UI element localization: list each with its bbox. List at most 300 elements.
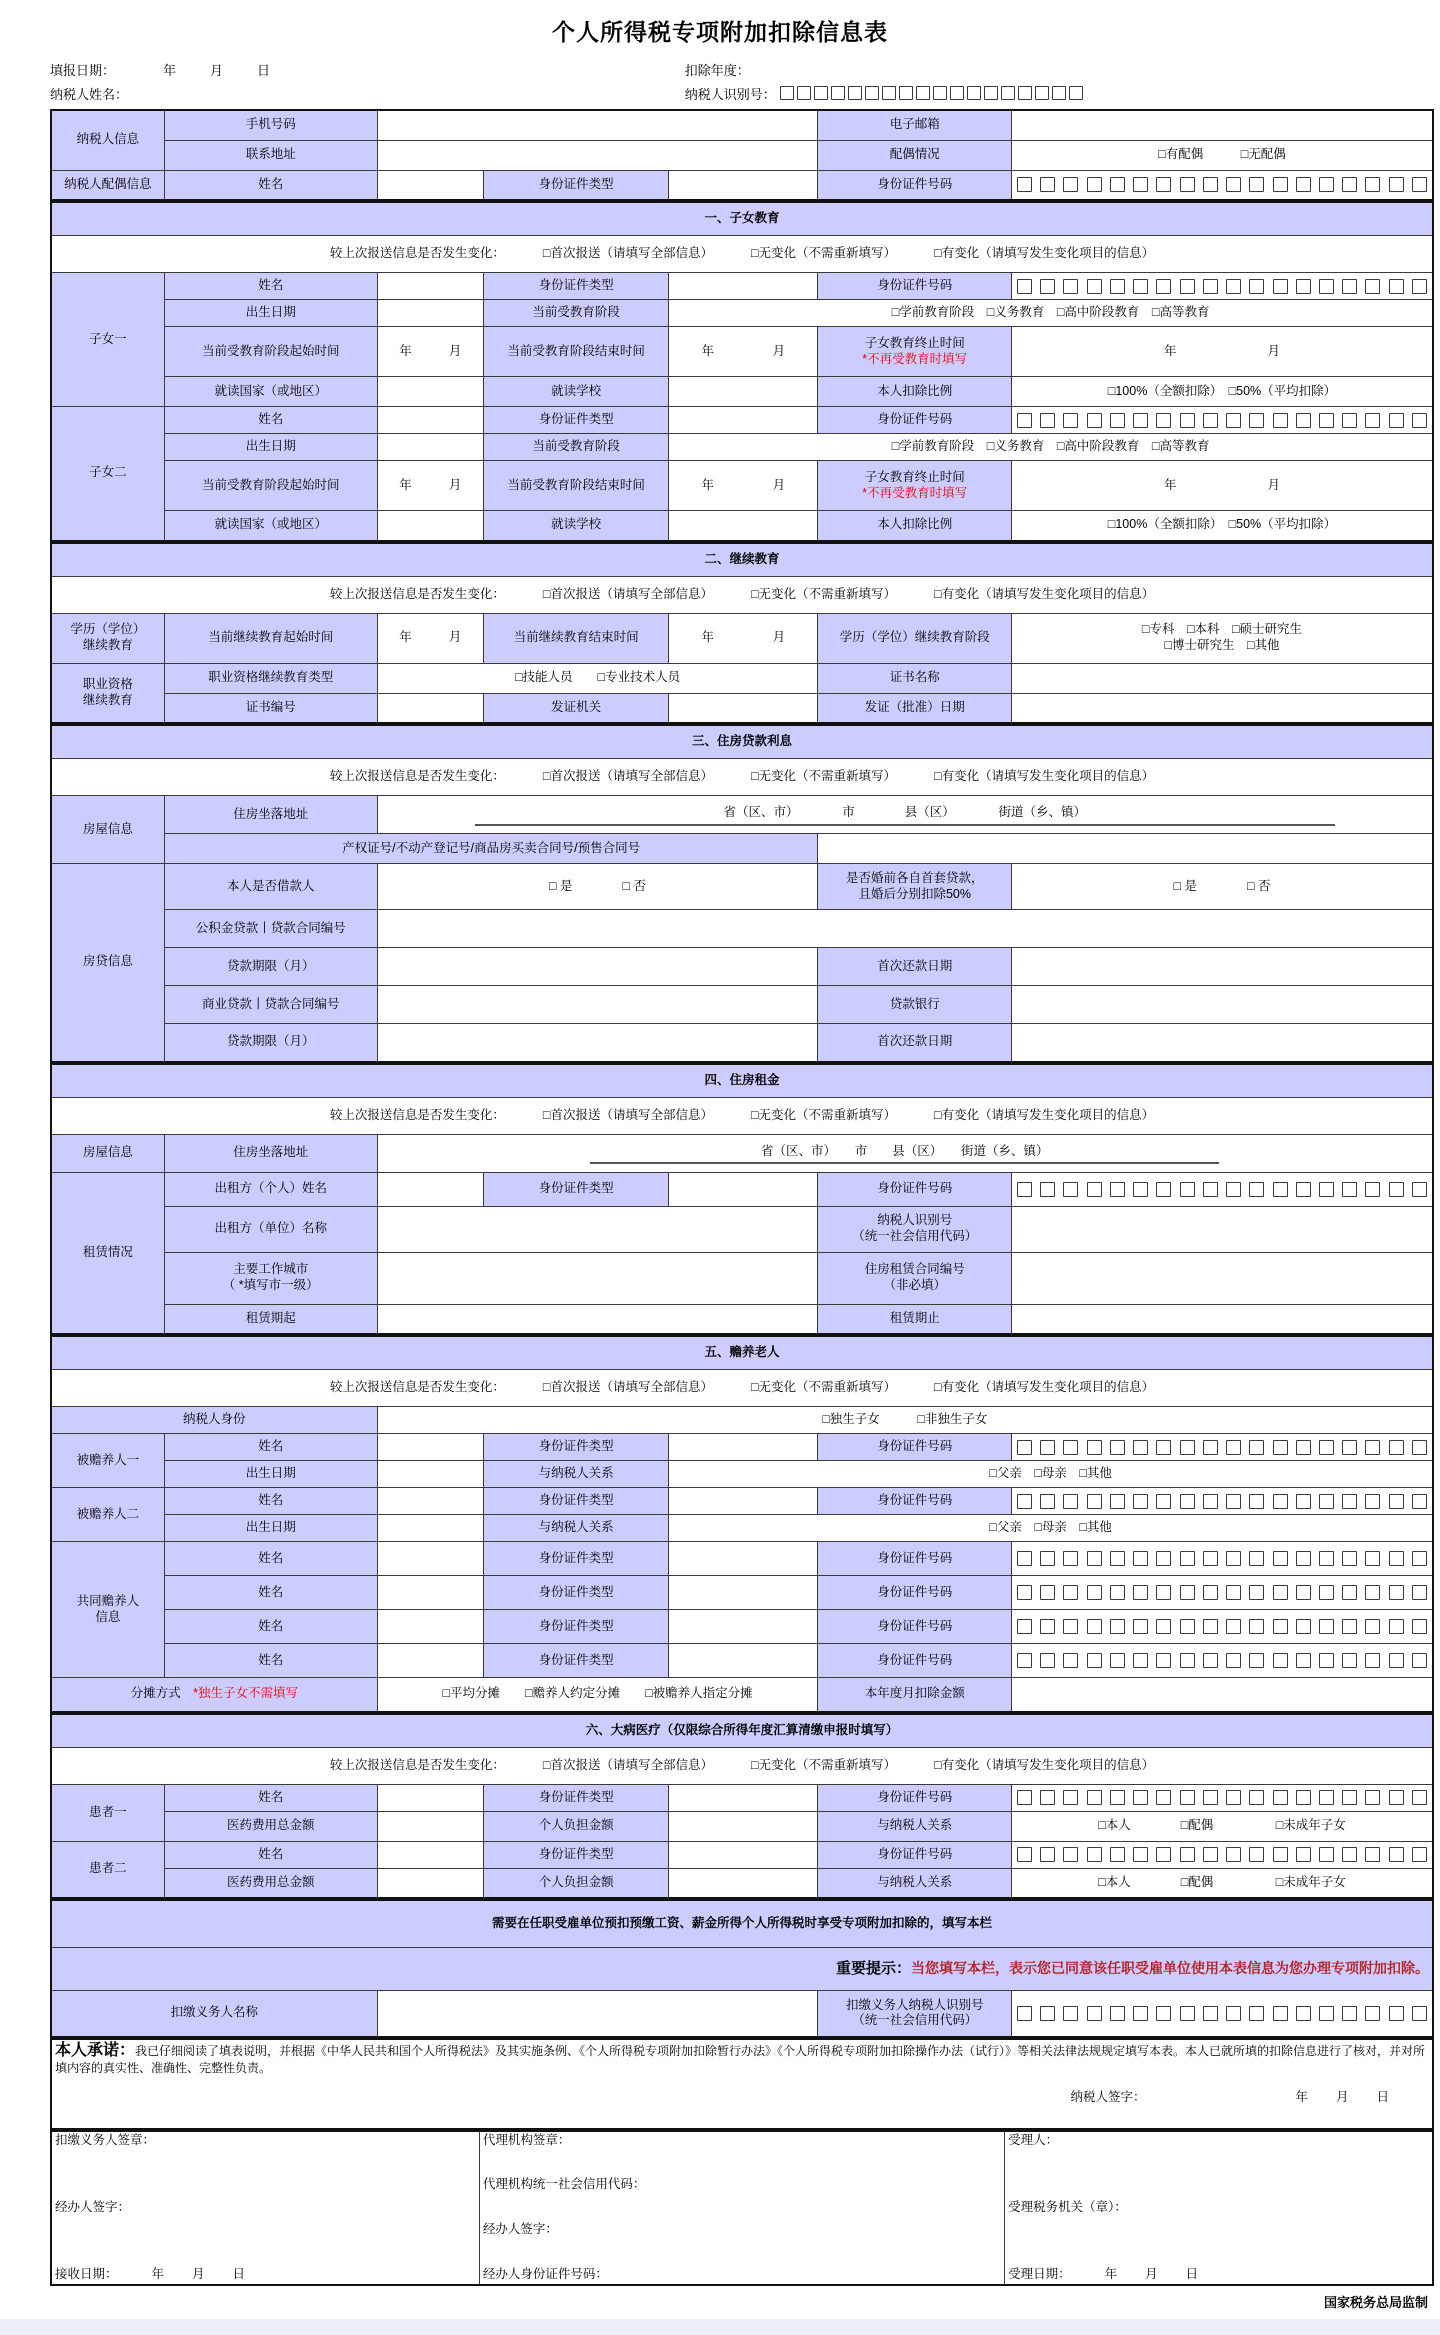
id-digit-box[interactable] (1040, 177, 1055, 192)
spouse-status-checkboxes[interactable]: □有配偶 □无配偶 (1011, 140, 1433, 170)
is-borrower-checkboxes[interactable]: □ 是 □ 否 (377, 864, 818, 910)
change-some-checkbox[interactable]: □有变化（请填写发生变化项目的信息） (934, 1380, 1155, 1395)
id-digit-box[interactable] (1319, 177, 1334, 192)
id-digit-box[interactable] (1110, 1653, 1125, 1668)
id-digit-box[interactable] (1296, 1653, 1311, 1668)
child2-birth-input[interactable] (377, 434, 483, 461)
id-digit-box[interactable] (1063, 1847, 1078, 1862)
id-digit-box[interactable] (1063, 1440, 1078, 1455)
dependent2-birth-input[interactable] (377, 1515, 483, 1542)
id-digit-box[interactable] (1087, 279, 1102, 294)
share-method-checkboxes[interactable]: □平均分摊 □赡养人约定分摊 □被赡养人指定分摊 (377, 1678, 818, 1712)
id-digit-box[interactable] (1226, 1440, 1241, 1455)
taxpayer-sign-line[interactable]: 纳税人签字： 年 月 日 (1070, 2090, 1389, 2105)
lessor-person-input[interactable] (377, 1172, 483, 1206)
co-supporter1-name-input[interactable] (377, 1542, 483, 1576)
id-digit-box[interactable] (1273, 1440, 1288, 1455)
id-digit-box[interactable] (1226, 1790, 1241, 1805)
patient1-name-input[interactable] (377, 1784, 483, 1811)
dependent2-relation-checkboxes[interactable]: □父亲 □母亲 □其他 (669, 1515, 1433, 1542)
dependent1-relation-checkboxes[interactable]: □父亲 □母亲 □其他 (669, 1461, 1433, 1488)
id-digit-box[interactable] (1273, 1653, 1288, 1668)
id-digit-box[interactable] (1342, 1551, 1357, 1566)
id-digit-box[interactable] (1180, 413, 1195, 428)
id-digit-box[interactable] (1180, 1847, 1195, 1862)
id-digit-box[interactable] (1389, 1182, 1404, 1197)
change-none-checkbox[interactable]: □无变化（不需重新填写） (750, 769, 897, 784)
child2-start-input[interactable]: 年 月 (399, 477, 462, 492)
change-first-checkbox[interactable]: □首次报送（请填写全部信息） (542, 586, 713, 601)
id-digit-box[interactable] (1156, 1653, 1171, 1668)
id-digit-box[interactable] (1087, 1619, 1102, 1634)
id-digit-box[interactable] (1389, 1551, 1404, 1566)
id-digit-box[interactable] (1412, 1619, 1427, 1634)
id-digit-box[interactable] (1203, 1494, 1218, 1509)
id-digit-box[interactable] (1365, 1653, 1380, 1668)
id-digit-box[interactable] (1226, 2006, 1241, 2021)
change-some-checkbox[interactable]: □有变化（请填写发生变化项目的信息） (934, 246, 1155, 261)
id-digit-box[interactable] (1063, 413, 1078, 428)
id-digit-box[interactable] (1156, 1440, 1171, 1455)
id-digit-box[interactable] (1226, 1585, 1241, 1600)
spouse-id-type-input[interactable] (669, 170, 818, 200)
id-digit-box[interactable] (1365, 1585, 1380, 1600)
id-digit-box[interactable] (1063, 279, 1078, 294)
id-digit-box[interactable] (1203, 413, 1218, 428)
fund-loan-input[interactable] (377, 910, 1433, 948)
id-digit-box[interactable] (797, 86, 811, 100)
id-digit-box[interactable] (916, 86, 930, 100)
change-none-checkbox[interactable]: □无变化（不需重新填写） (750, 586, 897, 601)
change-some-checkbox[interactable]: □有变化（请填写发生变化项目的信息） (934, 1107, 1155, 1122)
id-digit-box[interactable] (1133, 1619, 1148, 1634)
id-digit-box[interactable] (1296, 413, 1311, 428)
id-digit-box[interactable] (1156, 1182, 1171, 1197)
co-supporter4-name-input[interactable] (377, 1644, 483, 1678)
cert-issue-date-input[interactable] (1011, 693, 1433, 723)
child2-school-input[interactable] (669, 511, 818, 541)
child2-ratio-checkboxes[interactable]: □100%（全额扣除） □50%（平均扣除） (1011, 511, 1433, 541)
rent-address-input[interactable]: 省（区、市） 市 县（区） 街道（乡、镇） (377, 1134, 1433, 1172)
id-digit-box[interactable] (1180, 279, 1195, 294)
id-digit-box[interactable] (899, 86, 913, 100)
id-digit-box[interactable] (1412, 1182, 1427, 1197)
id-digit-box[interactable] (1040, 2006, 1055, 2021)
id-digit-box[interactable] (1133, 413, 1148, 428)
id-digit-box[interactable] (1040, 1551, 1055, 1566)
id-digit-box[interactable] (1249, 1494, 1264, 1509)
id-digit-box[interactable] (1412, 279, 1427, 294)
child2-name-input[interactable] (377, 407, 483, 434)
id-digit-box[interactable] (1040, 413, 1055, 428)
child2-end-input[interactable]: 年 月 (701, 477, 786, 492)
id-digit-box[interactable] (1110, 1182, 1125, 1197)
id-digit-box[interactable] (1203, 1847, 1218, 1862)
id-digit-box[interactable] (1273, 1847, 1288, 1862)
lessor-id-boxes[interactable] (1015, 1182, 1429, 1197)
id-digit-box[interactable] (1156, 1551, 1171, 1566)
id-digit-box[interactable] (1180, 1653, 1195, 1668)
id-digit-box[interactable] (1319, 413, 1334, 428)
id-digit-box[interactable] (950, 86, 964, 100)
co-supporter2-name-input[interactable] (377, 1576, 483, 1610)
patient1-total-input[interactable] (377, 1811, 483, 1841)
id-digit-box[interactable] (1180, 1551, 1195, 1566)
patient1-id-boxes[interactable] (1015, 1790, 1429, 1805)
id-digit-box[interactable] (1273, 1790, 1288, 1805)
id-digit-box[interactable] (1389, 279, 1404, 294)
commercial-first-repay-input[interactable] (1011, 1024, 1433, 1062)
id-digit-box[interactable] (1226, 1619, 1241, 1634)
id-digit-box[interactable] (1342, 1494, 1357, 1509)
id-digit-box[interactable] (1040, 1619, 1055, 1634)
patient2-id-boxes[interactable] (1015, 1847, 1429, 1862)
change-first-checkbox[interactable]: □首次报送（请填写全部信息） (542, 1757, 713, 1772)
vocational-type-checkboxes[interactable]: □技能人员 □专业技术人员 (377, 663, 818, 693)
id-digit-box[interactable] (1087, 177, 1102, 192)
id-digit-box[interactable] (1249, 1790, 1264, 1805)
premarital-loan-checkboxes[interactable]: □ 是 □ 否 (1011, 864, 1433, 910)
id-digit-box[interactable] (1365, 177, 1380, 192)
change-some-checkbox[interactable]: □有变化（请填写发生变化项目的信息） (934, 586, 1155, 601)
id-digit-box[interactable] (1296, 1790, 1311, 1805)
id-digit-box[interactable] (1273, 177, 1288, 192)
id-digit-box[interactable] (1249, 1551, 1264, 1566)
cont-edu-start-input[interactable]: 年 月 (399, 630, 462, 645)
monthly-deduction-input[interactable] (1011, 1678, 1433, 1712)
child1-id-type-input[interactable] (669, 273, 818, 300)
id-digit-box[interactable] (984, 86, 998, 100)
id-digit-box[interactable] (1133, 1551, 1148, 1566)
lease-end-input[interactable] (1011, 1304, 1433, 1334)
change-some-checkbox[interactable]: □有变化（请填写发生变化项目的信息） (934, 769, 1155, 784)
id-digit-box[interactable] (865, 86, 879, 100)
id-digit-box[interactable] (1389, 1494, 1404, 1509)
id-digit-box[interactable] (1040, 1182, 1055, 1197)
id-digit-box[interactable] (1365, 279, 1380, 294)
id-digit-box[interactable] (1017, 413, 1032, 428)
agent-id-boxes[interactable] (1015, 2006, 1429, 2021)
lessor-org-id-input[interactable] (1011, 1206, 1433, 1252)
id-digit-box[interactable] (1342, 1847, 1357, 1862)
id-digit-box[interactable] (1203, 1585, 1218, 1600)
id-digit-box[interactable] (1296, 1619, 1311, 1634)
id-digit-box[interactable] (1342, 1790, 1357, 1805)
id-digit-box[interactable] (1087, 1847, 1102, 1862)
cont-edu-end-input[interactable]: 年 月 (701, 630, 786, 645)
acceptor-cell[interactable] (1005, 2131, 1433, 2285)
id-digit-box[interactable] (1040, 1494, 1055, 1509)
id-digit-box[interactable] (1319, 2006, 1334, 2021)
patient2-name-input[interactable] (377, 1841, 483, 1868)
spouse-name-input[interactable] (377, 170, 483, 200)
child1-ratio-checkboxes[interactable]: □100%（全额扣除） □50%（平均扣除） (1011, 377, 1433, 407)
id-digit-box[interactable] (1342, 1182, 1357, 1197)
dependent1-id-boxes[interactable] (1015, 1440, 1429, 1455)
id-digit-box[interactable] (1226, 177, 1241, 192)
id-digit-box[interactable] (814, 86, 828, 100)
lessor-id-type-input[interactable] (669, 1172, 818, 1206)
taxpayer-id-boxes[interactable] (780, 86, 1083, 100)
id-digit-box[interactable] (1040, 1790, 1055, 1805)
id-digit-box[interactable] (1203, 1790, 1218, 1805)
id-digit-box[interactable] (1110, 1847, 1125, 1862)
id-digit-box[interactable] (1017, 279, 1032, 294)
patient1-selfpay-input[interactable] (669, 1811, 818, 1841)
agent-name-input[interactable] (377, 1991, 818, 2037)
id-digit-box[interactable] (1249, 1440, 1264, 1455)
id-digit-box[interactable] (967, 86, 981, 100)
id-digit-box[interactable] (1156, 1585, 1171, 1600)
id-digit-box[interactable] (1133, 1182, 1148, 1197)
id-digit-box[interactable] (1156, 2006, 1171, 2021)
id-digit-box[interactable] (1319, 1619, 1334, 1634)
id-digit-box[interactable] (1203, 2006, 1218, 2021)
change-none-checkbox[interactable]: □无变化（不需重新填写） (750, 1757, 897, 1772)
id-digit-box[interactable] (1389, 2006, 1404, 2021)
id-digit-box[interactable] (1087, 1653, 1102, 1668)
id-digit-box[interactable] (1296, 1585, 1311, 1600)
id-digit-box[interactable] (1087, 1182, 1102, 1197)
fund-first-repay-input[interactable] (1011, 948, 1433, 986)
child2-stop-input[interactable]: 年 月 (1163, 477, 1280, 492)
id-digit-box[interactable] (1319, 1551, 1334, 1566)
id-digit-box[interactable] (1063, 1619, 1078, 1634)
id-digit-box[interactable] (1133, 1440, 1148, 1455)
id-digit-box[interactable] (1017, 1619, 1032, 1634)
patient2-relation-checkboxes[interactable]: □本人 □配偶 □未成年子女 (1011, 1868, 1433, 1898)
id-digit-box[interactable] (1110, 1790, 1125, 1805)
id-digit-box[interactable] (1203, 1182, 1218, 1197)
id-digit-box[interactable] (1156, 279, 1171, 294)
id-digit-box[interactable] (1365, 1494, 1380, 1509)
id-digit-box[interactable] (1110, 1494, 1125, 1509)
id-digit-box[interactable] (1087, 1585, 1102, 1600)
co-supporter2-id-boxes[interactable] (1015, 1585, 1429, 1600)
change-first-checkbox[interactable]: □首次报送（请填写全部信息） (542, 769, 713, 784)
id-digit-box[interactable] (1249, 1585, 1264, 1600)
work-city-input[interactable] (377, 1252, 818, 1304)
id-digit-box[interactable] (1412, 1551, 1427, 1566)
id-digit-box[interactable] (1203, 1653, 1218, 1668)
id-digit-box[interactable] (1133, 279, 1148, 294)
id-digit-box[interactable] (1087, 2006, 1102, 2021)
id-digit-box[interactable] (1087, 1790, 1102, 1805)
lessor-org-input[interactable] (377, 1206, 818, 1252)
id-digit-box[interactable] (1319, 1585, 1334, 1600)
id-digit-box[interactable] (1249, 1182, 1264, 1197)
id-digit-box[interactable] (1087, 1494, 1102, 1509)
id-digit-box[interactable] (831, 86, 845, 100)
dependent1-birth-input[interactable] (377, 1461, 483, 1488)
id-digit-box[interactable] (1296, 1494, 1311, 1509)
id-digit-box[interactable] (933, 86, 947, 100)
id-digit-box[interactable] (1156, 1847, 1171, 1862)
id-digit-box[interactable] (1063, 1551, 1078, 1566)
id-digit-box[interactable] (1180, 1494, 1195, 1509)
id-digit-box[interactable] (1133, 1494, 1148, 1509)
id-digit-box[interactable] (1296, 1847, 1311, 1862)
id-digit-box[interactable] (1110, 177, 1125, 192)
co-supporter1-id-boxes[interactable] (1015, 1551, 1429, 1566)
taxpayer-identity-checkboxes[interactable]: □独生子女 □非独生子女 (377, 1407, 1433, 1434)
id-digit-box[interactable] (1087, 413, 1102, 428)
id-digit-box[interactable] (1273, 2006, 1288, 2021)
id-digit-box[interactable] (1017, 1551, 1032, 1566)
co-supporter1-id-type-input[interactable] (669, 1542, 818, 1576)
child1-name-input[interactable] (377, 273, 483, 300)
id-digit-box[interactable] (1226, 1182, 1241, 1197)
id-digit-box[interactable] (1226, 1551, 1241, 1566)
id-digit-box[interactable] (1319, 279, 1334, 294)
id-digit-box[interactable] (1319, 1182, 1334, 1197)
id-digit-box[interactable] (1226, 1847, 1241, 1862)
id-digit-box[interactable] (1180, 1182, 1195, 1197)
patient1-relation-checkboxes[interactable]: □本人 □配偶 □未成年子女 (1011, 1811, 1433, 1841)
id-digit-box[interactable] (1203, 177, 1218, 192)
id-digit-box[interactable] (1156, 1494, 1171, 1509)
patient2-total-input[interactable] (377, 1868, 483, 1898)
id-digit-box[interactable] (1133, 177, 1148, 192)
id-digit-box[interactable] (1412, 1440, 1427, 1455)
address-input[interactable] (377, 140, 818, 170)
child1-stop-input[interactable]: 年 月 (1163, 343, 1280, 358)
change-first-checkbox[interactable]: □首次报送（请填写全部信息） (542, 1107, 713, 1122)
id-digit-box[interactable] (1133, 1790, 1148, 1805)
child2-id-type-input[interactable] (669, 407, 818, 434)
id-digit-box[interactable] (1249, 1619, 1264, 1634)
id-digit-box[interactable] (1273, 1619, 1288, 1634)
spouse-id-boxes[interactable] (1015, 177, 1429, 192)
id-digit-box[interactable] (1110, 1440, 1125, 1455)
id-digit-box[interactable] (1063, 1585, 1078, 1600)
id-digit-box[interactable] (1018, 86, 1032, 100)
id-digit-box[interactable] (1156, 413, 1171, 428)
id-digit-box[interactable] (1017, 2006, 1032, 2021)
commercial-term-input[interactable] (377, 1024, 818, 1062)
id-digit-box[interactable] (1365, 1790, 1380, 1805)
id-digit-box[interactable] (1412, 2006, 1427, 2021)
commercial-loan-input[interactable] (377, 986, 818, 1024)
loan-bank-input[interactable] (1011, 986, 1433, 1024)
patient2-selfpay-input[interactable] (669, 1868, 818, 1898)
id-digit-box[interactable] (1180, 1790, 1195, 1805)
child1-end-input[interactable]: 年 月 (701, 343, 786, 358)
id-digit-box[interactable] (1249, 177, 1264, 192)
id-digit-box[interactable] (1180, 177, 1195, 192)
id-digit-box[interactable] (1017, 1653, 1032, 1668)
change-none-checkbox[interactable]: □无变化（不需重新填写） (750, 246, 897, 261)
id-digit-box[interactable] (1069, 86, 1083, 100)
dependent2-name-input[interactable] (377, 1488, 483, 1515)
id-digit-box[interactable] (1412, 1653, 1427, 1668)
id-digit-box[interactable] (1365, 1182, 1380, 1197)
id-digit-box[interactable] (1319, 1790, 1334, 1805)
id-digit-box[interactable] (1296, 177, 1311, 192)
id-digit-box[interactable] (1110, 413, 1125, 428)
id-digit-box[interactable] (1412, 177, 1427, 192)
id-digit-box[interactable] (882, 86, 896, 100)
id-digit-box[interactable] (1273, 1551, 1288, 1566)
id-digit-box[interactable] (1180, 2006, 1195, 2021)
id-digit-box[interactable] (1017, 1585, 1032, 1600)
phone-input[interactable] (377, 110, 818, 140)
email-input[interactable] (1011, 110, 1433, 140)
child1-stage-checkboxes[interactable]: □学前教育阶段 □义务教育 □高中阶段教育 □高等教育 (669, 300, 1433, 327)
id-digit-box[interactable] (1342, 413, 1357, 428)
id-digit-box[interactable] (1296, 2006, 1311, 2021)
id-digit-box[interactable] (1319, 1847, 1334, 1862)
id-digit-box[interactable] (1087, 1551, 1102, 1566)
id-digit-box[interactable] (1035, 86, 1049, 100)
id-digit-box[interactable] (1389, 177, 1404, 192)
id-digit-box[interactable] (1017, 177, 1032, 192)
id-digit-box[interactable] (1063, 1653, 1078, 1668)
id-digit-box[interactable] (1203, 1440, 1218, 1455)
id-digit-box[interactable] (1342, 279, 1357, 294)
id-digit-box[interactable] (1389, 1790, 1404, 1805)
id-digit-box[interactable] (1133, 1653, 1148, 1668)
id-digit-box[interactable] (1040, 1585, 1055, 1600)
id-digit-box[interactable] (1296, 1182, 1311, 1197)
dependent1-id-type-input[interactable] (669, 1434, 818, 1461)
co-supporter4-id-boxes[interactable] (1015, 1653, 1429, 1668)
id-digit-box[interactable] (1249, 1847, 1264, 1862)
id-digit-box[interactable] (1156, 1790, 1171, 1805)
id-digit-box[interactable] (1249, 1653, 1264, 1668)
id-digit-box[interactable] (1342, 177, 1357, 192)
id-digit-box[interactable] (1156, 1619, 1171, 1634)
change-none-checkbox[interactable]: □无变化（不需重新填写） (750, 1380, 897, 1395)
child2-stage-checkboxes[interactable]: □学前教育阶段 □义务教育 □高中阶段教育 □高等教育 (669, 434, 1433, 461)
id-digit-box[interactable] (1365, 413, 1380, 428)
id-digit-box[interactable] (1017, 1440, 1032, 1455)
dependent2-id-boxes[interactable] (1015, 1494, 1429, 1509)
change-none-checkbox[interactable]: □无变化（不需重新填写） (750, 1107, 897, 1122)
id-digit-box[interactable] (1133, 1847, 1148, 1862)
child1-birth-input[interactable] (377, 300, 483, 327)
id-digit-box[interactable] (1296, 279, 1311, 294)
id-digit-box[interactable] (1249, 413, 1264, 428)
id-digit-box[interactable] (1342, 2006, 1357, 2021)
id-digit-box[interactable] (1180, 1440, 1195, 1455)
id-digit-box[interactable] (1087, 1440, 1102, 1455)
id-digit-box[interactable] (1226, 279, 1241, 294)
id-digit-box[interactable] (1017, 1494, 1032, 1509)
id-digit-box[interactable] (1412, 1585, 1427, 1600)
cert-issuer-input[interactable] (669, 693, 818, 723)
id-digit-box[interactable] (1342, 1440, 1357, 1455)
id-digit-box[interactable] (1365, 2006, 1380, 2021)
id-digit-box[interactable] (1203, 1619, 1218, 1634)
id-digit-box[interactable] (1110, 1585, 1125, 1600)
co-supporter4-id-type-input[interactable] (669, 1644, 818, 1678)
co-supporter3-name-input[interactable] (377, 1610, 483, 1644)
id-digit-box[interactable] (1040, 1847, 1055, 1862)
lease-start-input[interactable] (377, 1304, 818, 1334)
child1-school-input[interactable] (669, 377, 818, 407)
id-digit-box[interactable] (1296, 1551, 1311, 1566)
id-digit-box[interactable] (1365, 1847, 1380, 1862)
change-first-checkbox[interactable]: □首次报送（请填写全部信息） (542, 246, 713, 261)
id-digit-box[interactable] (1273, 1585, 1288, 1600)
child2-country-input[interactable] (377, 511, 483, 541)
id-digit-box[interactable] (1249, 2006, 1264, 2021)
child2-id-boxes[interactable] (1015, 413, 1429, 428)
id-digit-box[interactable] (1063, 1494, 1078, 1509)
id-digit-box[interactable] (1319, 1494, 1334, 1509)
id-digit-box[interactable] (1203, 279, 1218, 294)
